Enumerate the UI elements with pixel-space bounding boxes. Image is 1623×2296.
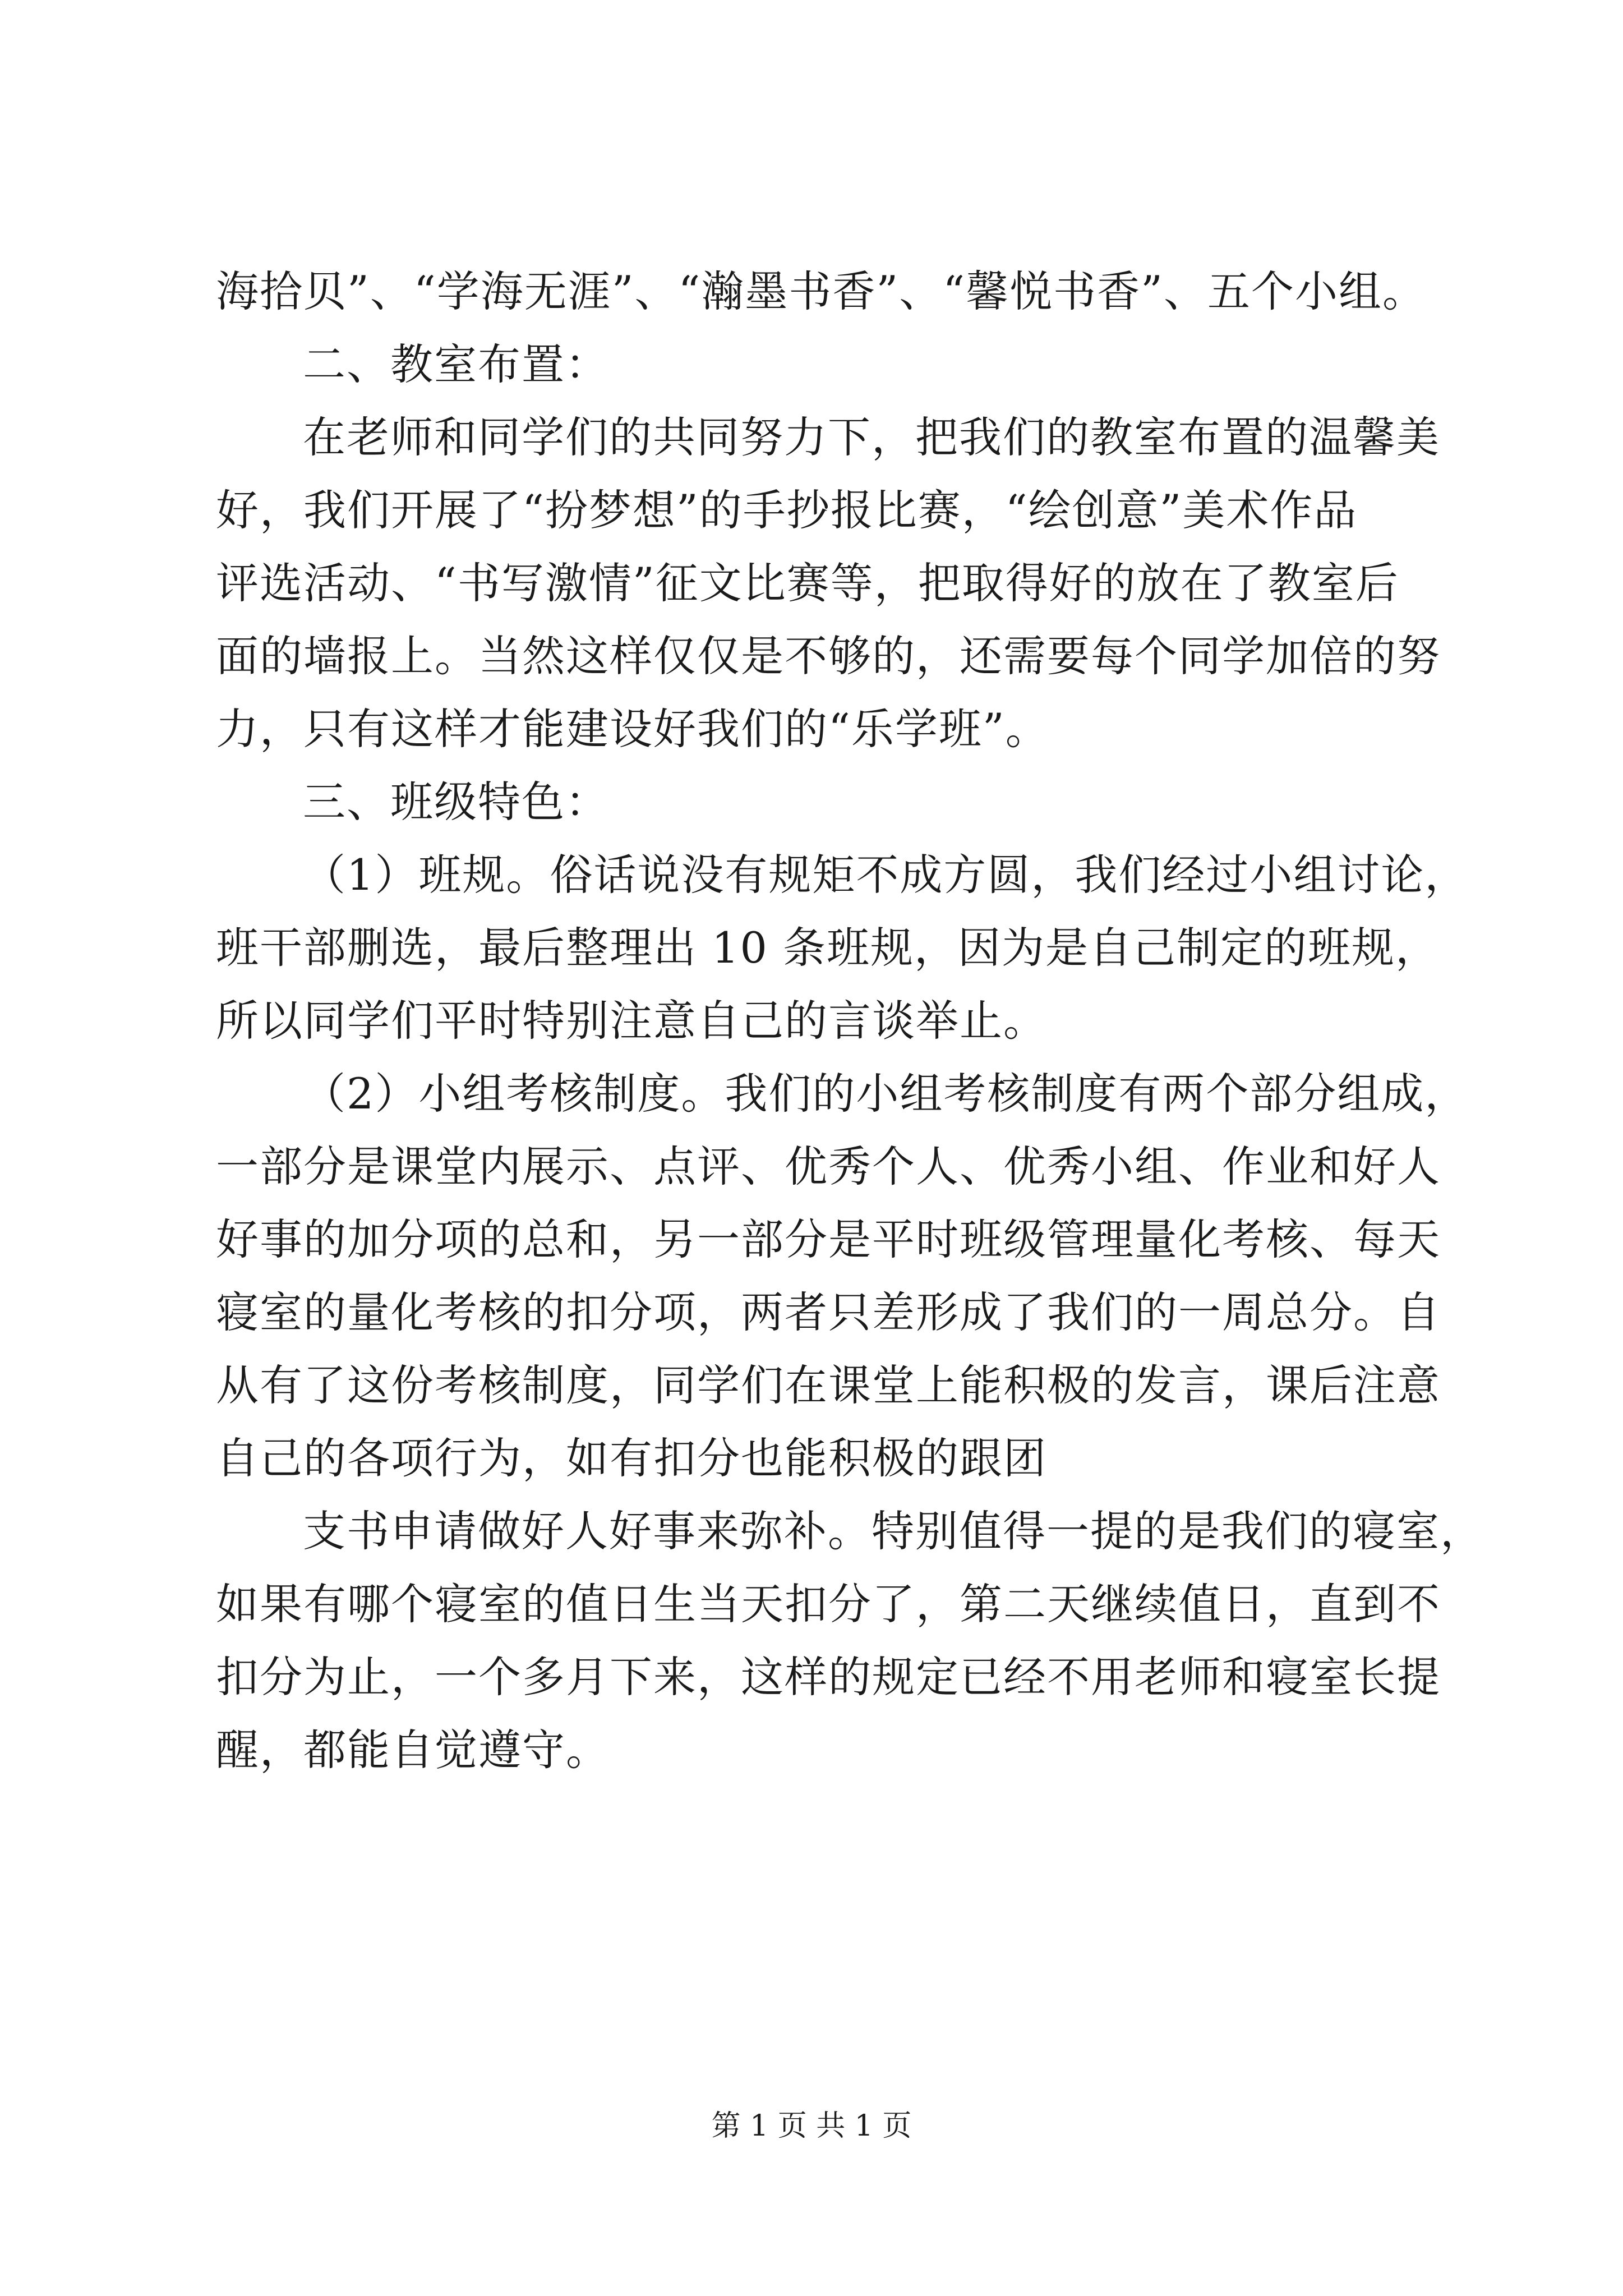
text-line: 好事的加分项的总和，另一部分是平时班级管理量化考核、每天: [216, 1214, 1441, 1264]
page-footer: [0, 2106, 1623, 2146]
text-line: 海拾贝”、“学海无涯”、“瀚墨书香”、“馨悦书香”、五个小组。: [216, 266, 1426, 316]
text-line: 如果有哪个寝室的值日生当天扣分了，第二天继续值日，直到不: [216, 1579, 1441, 1629]
text-line: 自己的各项行为，如有扣分也能积极的跟团: [216, 1433, 1047, 1483]
text-line: 在老师和同学们的共同努力下，把我们的教室布置的温馨美: [303, 412, 1440, 462]
text-line: 支书申请做好人好事来弥补。特别值得一提的是我们的寝室，: [303, 1506, 1484, 1556]
text-line: 醒，都能自觉遵守。: [216, 1725, 610, 1775]
text-line: 寝室的量化考核的扣分项，两者只差形成了我们的一周总分。自: [216, 1287, 1441, 1337]
document-body: [216, 255, 1484, 1787]
text-line: 扣分为止，一个多月下来，这样的规定已经不用老师和寝室长提: [216, 1652, 1441, 1702]
section-heading-class-features: 三、班级特色：: [303, 777, 609, 827]
text-line: 力，只有这样才能建设好我们的“乐学班”。: [216, 704, 1049, 754]
text-line: （1）班规。俗话说没有规矩不成方圆，我们经过小组讨论，: [303, 850, 1469, 900]
text-line: （2）小组考核制度。我们的小组考核制度有两个部分组成，: [303, 1069, 1469, 1119]
text-line: 评选活动、“书写激情”征文比赛等，把取得好的放在了教室后: [216, 558, 1399, 608]
text-line: 所以同学们平时特别注意自己的言谈举止。: [216, 996, 1047, 1046]
page-number: 第 1 页 共 1 页: [711, 2109, 912, 2143]
text-line: 班干部删选，最后整理出 10 条班规，因为是自己制定的班规，: [216, 923, 1440, 973]
text-line: 面的墙报上。当然这样仅仅是不够的，还需要每个同学加倍的努: [216, 631, 1441, 681]
section-heading-classroom-layout: 二、教室布置：: [303, 339, 609, 389]
text-line: 好，我们开展了“扮梦想”的手抄报比赛，“绘创意”美术作品: [216, 485, 1358, 535]
text-line: 从有了这份考核制度，同学们在课堂上能积极的发言，课后注意: [216, 1360, 1441, 1410]
text-line: 一部分是课堂内展示、点评、优秀个人、优秀小组、作业和好人: [216, 1142, 1441, 1191]
